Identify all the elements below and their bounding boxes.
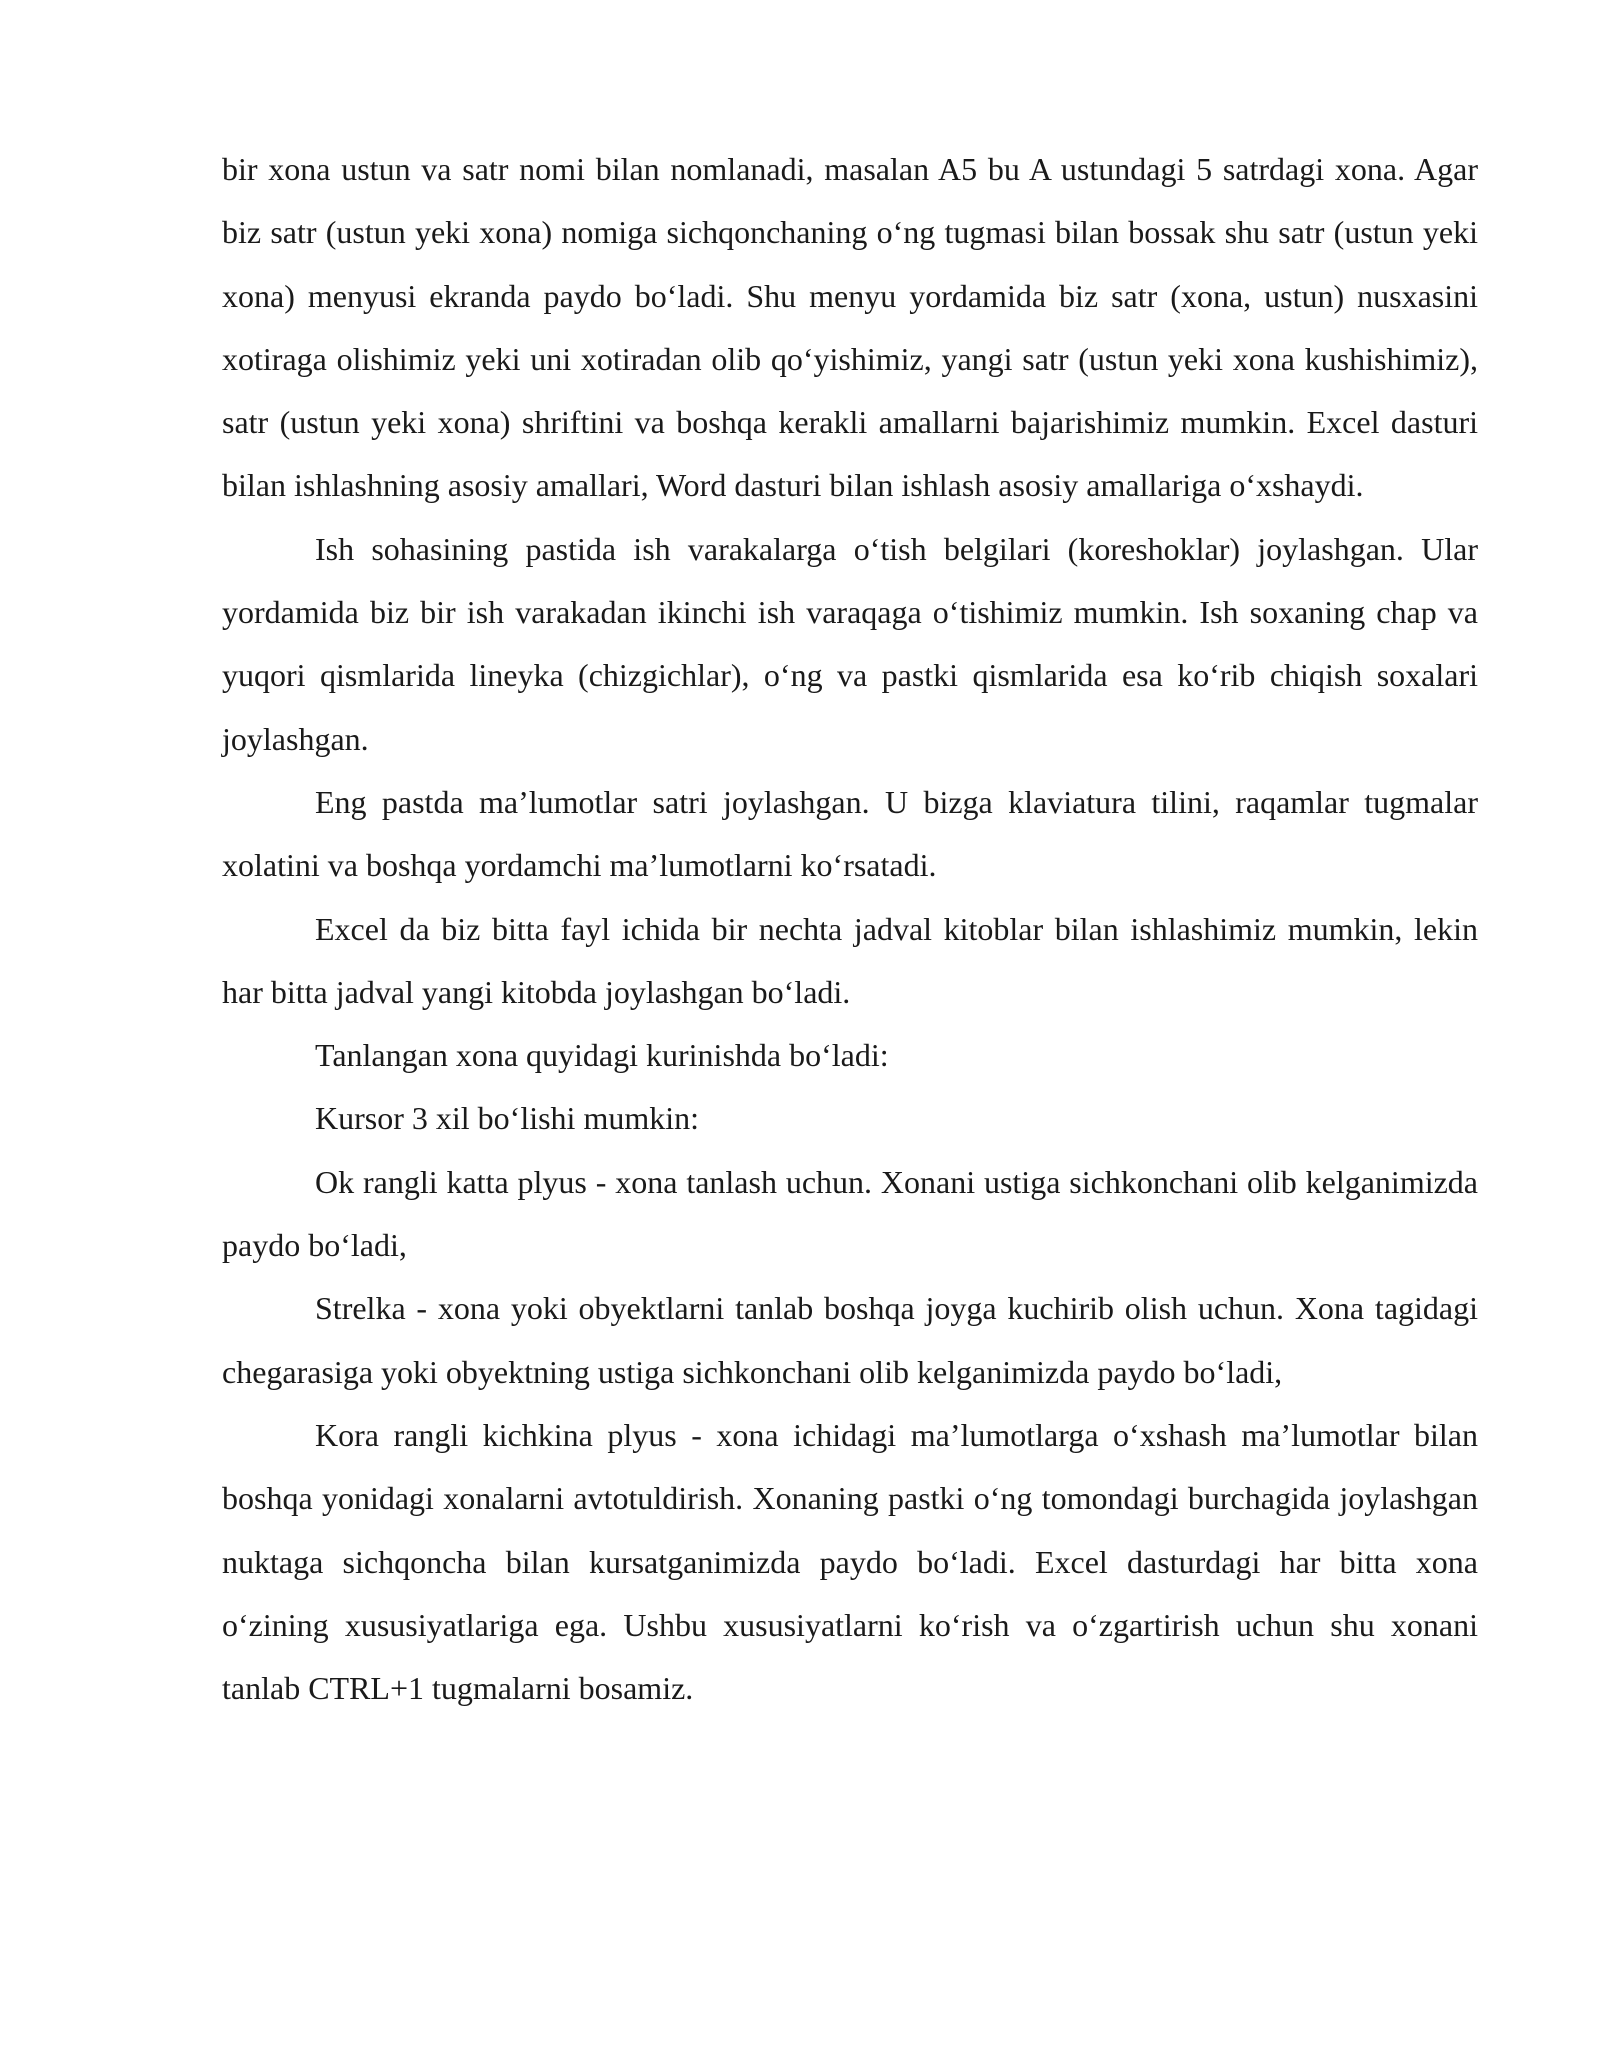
paragraph-cursor-types: Kursor 3 xil bo‘lishi mumkin: <box>315 1100 699 1137</box>
paragraph-black-plus-cursor: Kora rangli kichkina plyus - xona ichidagi ma’lumotlarga o‘xshash ma’lumotlar bilan boshqa yonidagi xonalarni avtotuldirish. Xonaning pastki o‘ng tomondagi burchagida joylashgan nuktaga sichqoncha bilan kursatganimizda paydo bo‘ladi. Excel dasturdagi har bitta xona o‘zining xususiyatlariga ega. Ushbu xususiyatlarni ko‘rish va o‘zgartirish uchun shu xonani tanlab CTRL+1 tugmalarni bosamiz. <box>222 1416 1478 1707</box>
paragraph-selected-cell: Tanlangan xona quyidagi kurinishda bo‘ladi: <box>315 1037 889 1074</box>
paragraph-white-plus-cursor: Ok rangli katta plyus - xona tanlash uchun. Xonani ustiga sichkonchani olib kelganimizda paydo bo‘ladi, <box>222 1163 1478 1264</box>
paragraph-arrow-cursor: Strelka - xona yoki obyektlarni tanlab boshqa joyga kuchirib olish uchun. Xona tagidagi chegarasiga yoki obyektning ustiga sichkonchani olib kelganimizda paydo bo‘ladi, <box>222 1290 1478 1390</box>
paragraph-status-bar: Eng pastda ma’lumotlar satri joylashgan. U bizga klaviatura tilini, raqamlar tugmalar xolatini va boshqa yordamchi ma’lumotlarni ko‘rsatadi. <box>222 783 1478 884</box>
paragraph-continuation: bir xona ustun va satr nomi bilan nomlanadi, masalan A5 bu A ustundagi 5 satrdagi xona. Agar biz satr (ustun yeki xona) nomiga sichqonchaning o‘ng tugmasi bilan bossak shu satr (ustun yeki xona) menyusi ekranda paydo bo‘ladi. Shu menyu yordamida biz satr (xona, ustun) nusxasini xotiraga olishimiz yeki uni xotiradan olib qo‘yishimiz, yangi satr (ustun yeki xona kushishimiz), satr (ustun yeki xona) shriftini va boshqa kerakli amallarni bajarishimiz mumkin. Excel dasturi bilan ishlashning asosiy amallari, Word dasturi bilan ishlash asosiy amallariga o‘xshaydi. <box>222 151 1478 504</box>
paragraph-multiple-books: Excel da biz bitta fayl ichida bir nechta jadval kitoblar bilan ishlashimiz mumkin, lekin har bitta jadval yangi kitobda joylashgan bo‘ladi. <box>222 910 1478 1010</box>
document-page <box>222 138 1478 1720</box>
paragraph-worksheet-tabs: Ish sohasining pastida ish varakalarga o‘tish belgilari (koreshoklar) joylashgan. Ular yordamida biz bir ish varakadan ikinchi ish varaqaga o‘tishimiz mumkin. Ish soxaning chap va yuqori qismlarida lineyka (chizgichlar), o‘ng va pastki qismlarida esa ko‘rib chiqish soxalari joylashgan. <box>222 530 1478 757</box>
